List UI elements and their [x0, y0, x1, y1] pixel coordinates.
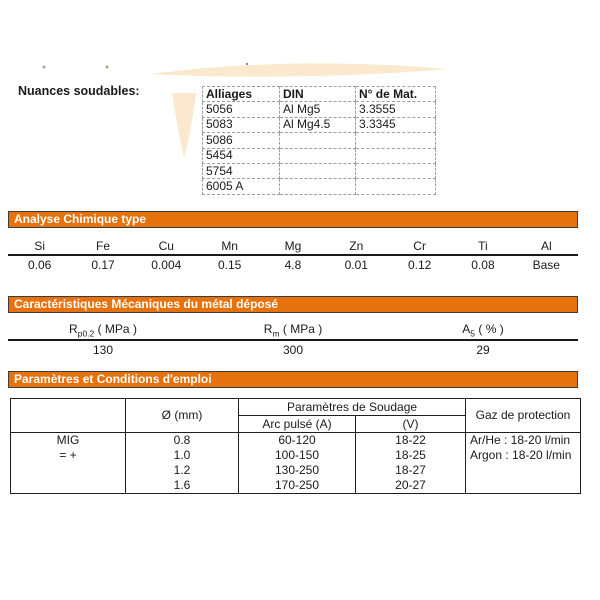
- diameter-value: 1.2: [173, 463, 191, 477]
- rm-value: 300: [282, 343, 304, 358]
- element-header: Al: [540, 239, 552, 253]
- chemical-header-row: [8, 239, 578, 256]
- mat-cell: 3.3345: [356, 117, 436, 132]
- mat-cell: [356, 148, 436, 163]
- alloy-col-header: Alliages: [203, 87, 280, 102]
- element-header: Zn: [349, 239, 364, 253]
- gaz-header: Gaz de protection: [466, 399, 581, 433]
- table-row: [203, 117, 436, 132]
- rp02-value: 130: [92, 343, 114, 358]
- process-header-cell: [11, 399, 126, 433]
- element-header: Cu: [158, 239, 174, 253]
- element-value: 0.15: [217, 258, 242, 272]
- process-cell: [11, 433, 126, 494]
- mat-cell: [356, 179, 436, 194]
- chemical-analysis-table: [8, 239, 578, 272]
- element-value: 4.8: [284, 258, 302, 272]
- chemical-values-row: [8, 256, 578, 272]
- process-name: MIG: [56, 433, 80, 447]
- table-row: [203, 133, 436, 148]
- diameter-value: 0.8: [173, 433, 191, 447]
- element-value: 0.17: [91, 258, 115, 272]
- a5-header: $A_5$ ( % ): [462, 322, 504, 339]
- mechanical-header-row: [8, 322, 578, 341]
- din-cell: [280, 148, 356, 163]
- alloy-cell: 5083: [203, 117, 280, 132]
- current-cell: [239, 433, 356, 494]
- current-range: 60-120: [278, 433, 316, 447]
- emploi-header-row-1: [11, 399, 581, 416]
- voltage-cell: [356, 433, 466, 494]
- nuances-soudables-label: Nuances soudables:: [18, 84, 140, 98]
- alloy-table-header-row: [203, 87, 436, 102]
- mechanical-values-row: [8, 341, 578, 357]
- welding-parameters-table: [10, 398, 581, 494]
- table-row: [203, 102, 436, 117]
- table-row: [203, 148, 436, 163]
- emploi-body-row: [11, 433, 581, 494]
- mat-cell: [356, 163, 436, 178]
- voltage-range: 18-22: [395, 433, 426, 447]
- process-polarity: = +: [59, 448, 77, 462]
- diameter-header: Ø (mm): [126, 399, 239, 433]
- current-range: 170-250: [274, 478, 320, 492]
- mat-cell: 3.3555: [356, 102, 436, 117]
- element-value: 0.08: [471, 258, 495, 272]
- element-header: Cr: [413, 239, 426, 253]
- element-value: 0.12: [407, 258, 432, 272]
- voltage-range: 18-27: [395, 463, 426, 477]
- alloy-cell: 5454: [203, 148, 280, 163]
- din-cell: [280, 179, 356, 194]
- diameter-cell: [126, 433, 239, 494]
- element-value: 0.004: [151, 258, 182, 272]
- arc-pulse-header: Arc pulsé (A): [239, 416, 356, 433]
- element-header: Ti: [478, 239, 488, 253]
- diameter-value: 1.6: [173, 478, 191, 492]
- table-row: [203, 179, 436, 194]
- element-header: Si: [34, 239, 45, 253]
- din-cell: [280, 133, 356, 148]
- section-bar-caracteristiques-mecaniques: Caractéristiques Mécaniques du métal déposé: [8, 296, 578, 313]
- din-cell: Al Mg4.5: [280, 117, 356, 132]
- mat-cell: [356, 133, 436, 148]
- element-header: Mg: [284, 239, 302, 253]
- element-header: Fe: [95, 239, 110, 253]
- gas-option: Argon : 18-20 l/min: [470, 448, 572, 462]
- din-cell: Al Mg5: [280, 102, 356, 117]
- a5-value: 29: [476, 343, 490, 358]
- din-col-header: DIN: [280, 87, 356, 102]
- gas-option: Ar/He : 18-20 l/min: [470, 433, 571, 447]
- alloy-cell: 6005 A: [203, 179, 280, 194]
- current-range: 100-150: [274, 448, 320, 462]
- mechanical-properties-table: [8, 322, 578, 357]
- rm-header: $R_m$ ( MPa ): [263, 322, 323, 339]
- section-bar-parametres-emploi: Paramètres et Conditions d'emploi: [8, 371, 578, 388]
- alloy-table: [202, 86, 436, 195]
- element-value: 0.01: [344, 258, 368, 272]
- voltage-range: 18-25: [395, 448, 426, 462]
- soudage-header: Paramètres de Soudage: [239, 399, 466, 416]
- voltage-range: 20-27: [395, 478, 426, 492]
- gas-cell: [466, 433, 581, 494]
- alloy-cell: 5086: [203, 133, 280, 148]
- diameter-value: 1.0: [173, 448, 191, 462]
- mat-col-header: N° de Mat.: [356, 87, 436, 102]
- element-value: Base: [532, 258, 560, 272]
- rp02-header: $R_{p0.2}$ ( MPa ): [69, 322, 137, 339]
- element-header: Mn: [221, 239, 238, 253]
- voltage-header: (V): [356, 416, 466, 433]
- section-bar-analyse-chimique: Analyse Chimique type: [8, 211, 578, 228]
- element-value: 0.06: [27, 258, 52, 272]
- alloy-cell: 5056: [203, 102, 280, 117]
- table-row: [203, 163, 436, 178]
- din-cell: [280, 163, 356, 178]
- alloy-cell: 5754: [203, 163, 280, 178]
- current-range: 130-250: [274, 463, 320, 477]
